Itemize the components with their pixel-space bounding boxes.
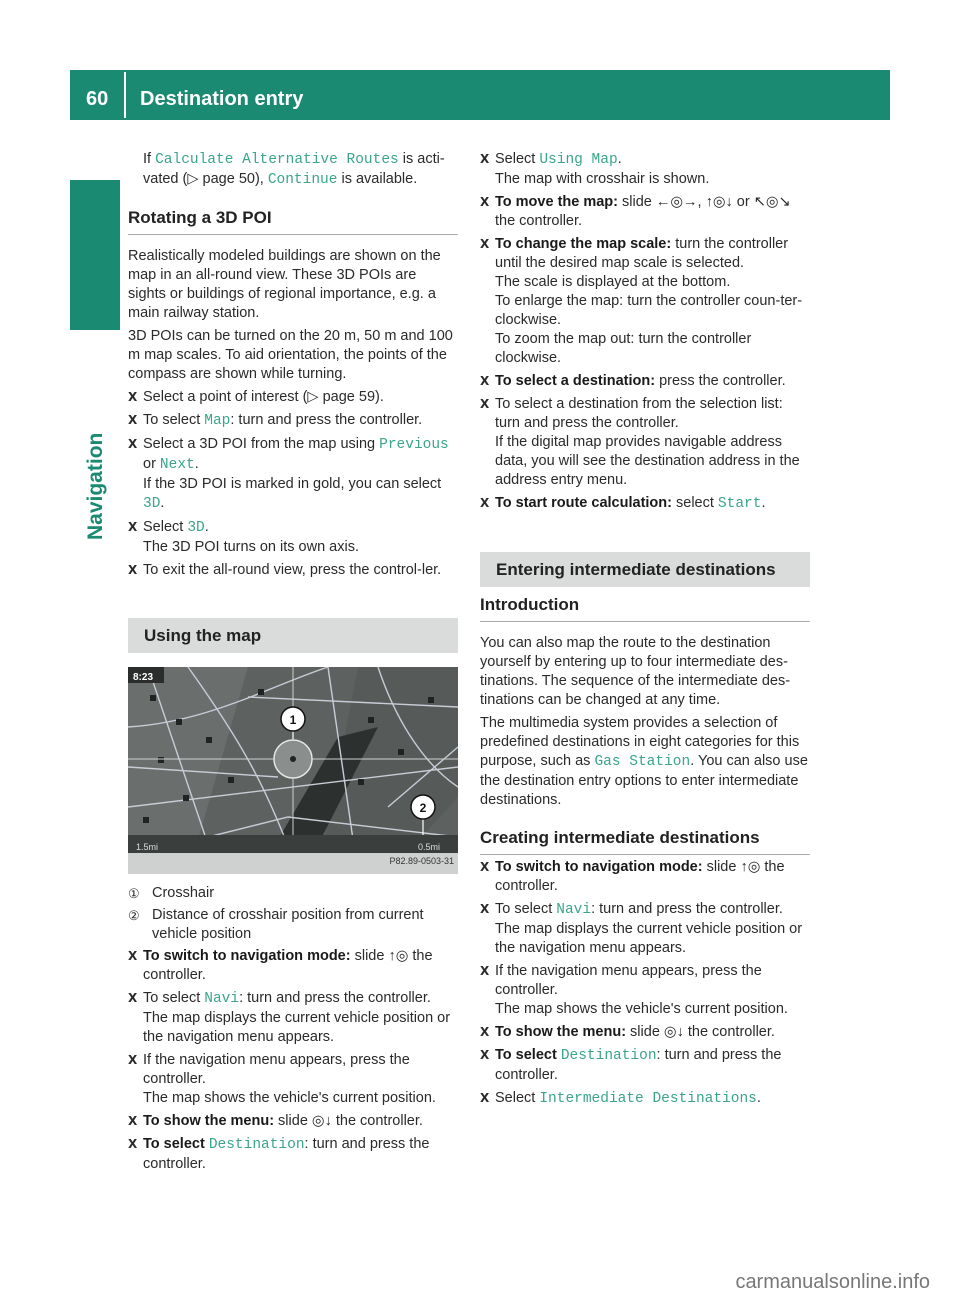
intro-paragraph: If Calculate Alternative Routes is acti-vated (▷ page 50), Continue is available.	[143, 151, 445, 188]
side-tab-label: Navigation	[84, 432, 107, 540]
map-marker-2: 2	[419, 801, 427, 815]
section-heading-creating: Creating intermediate destinations	[480, 828, 810, 855]
instruction-step: X To show the menu: slide ◎↓ the controller.	[128, 1112, 458, 1131]
paragraph: 3D POIs can be turned on the 20 m, 50 m and 100 m map scales. To aid orientation, the points of the compass are shown while turning.	[128, 328, 453, 382]
instruction-step: X To start route calculation: select Start.	[480, 494, 810, 514]
footer-watermark: carmanualsonline.info	[735, 1271, 930, 1293]
instruction-step: X To select a destination: press the controller.	[480, 372, 810, 391]
instruction-step: X To select a destination from the selection list: turn and press the controller. If the digital map provides navigable address data, you will see the destination address in the address entry menu.	[480, 395, 810, 490]
section-heading-introduction: Introduction	[480, 595, 810, 622]
instruction-step: X Select 3D. The 3D POI turns on its own axis.	[128, 518, 458, 557]
page-title: Destination entry	[140, 88, 304, 110]
instruction-step: X Select Intermediate Destinations.	[480, 1089, 810, 1109]
instruction-step: X To select Destination: turn and press the controller.	[128, 1135, 458, 1174]
legend-item: ① Crosshair	[128, 885, 215, 901]
paragraph: Realistically modeled buildings are shown on the map in an all-round view. These 3D POIs are sights or buildings of regional importance, e.g. a main railway station.	[128, 248, 441, 321]
section-bar-intermediate: Entering intermediate destinations	[480, 552, 810, 587]
header-divider	[124, 72, 126, 118]
map-graphic	[128, 667, 458, 874]
instruction-step: X If the navigation menu appears, press the controller. The map shows the vehicle's current position.	[480, 962, 810, 1019]
map-scale-right: 0.5mi	[418, 842, 441, 852]
section-bar-using-map: Using the map	[128, 618, 458, 653]
map-marker-1: 1	[289, 713, 297, 727]
instruction-step: X To show the menu: slide ◎↓ the controller.	[480, 1023, 810, 1042]
instruction-step: X To select Map: turn and press the controller.	[128, 411, 458, 431]
instruction-step: X Select Using Map. The map with crosshair is shown.	[480, 150, 810, 189]
paragraph: The multimedia system provides a selection of predefined destinations in eight categories for this purpose, such as Gas Station. You can also use the destination entry options to enter intermediate destinations.	[480, 715, 808, 808]
legend-item: ② Distance of crosshair position from current vehicle position	[128, 907, 424, 942]
map-screenshot	[128, 667, 458, 874]
map-scale-left: 1.5mi	[136, 842, 159, 852]
instruction-step: X To select Navi: turn and press the controller. The map displays the current vehicle position or the navigation menu appears.	[128, 989, 458, 1047]
instruction-step: X Select a point of interest (▷ page 59).	[128, 388, 458, 407]
instruction-step: X To switch to navigation mode: slide ↑◎ the controller.	[128, 947, 458, 985]
instruction-step: X To switch to navigation mode: slide ↑◎ the controller.	[480, 858, 810, 896]
map-clock: 8:23	[133, 672, 154, 683]
instruction-step: X To select Destination: turn and press the controller.	[480, 1046, 810, 1085]
instruction-step: X To exit the all-round view, press the control-ler.	[128, 561, 458, 580]
right-column	[480, 150, 810, 1113]
figure-reference: P82.89-0503-31	[389, 856, 454, 866]
instruction-step: X If the navigation menu appears, press the controller. The map shows the vehicle's current position.	[128, 1051, 458, 1108]
instruction-step: X To select Navi: turn and press the controller. The map displays the current vehicle position or the navigation menu appears.	[480, 900, 810, 958]
instruction-step: X To change the map scale: turn the controller until the desired map scale is selected. The scale is displayed at the bottom. To enlarge the map: turn the controller coun-ter-clockwise. To zoom the map out: turn the controller clockwise.	[480, 235, 810, 368]
page-number: 60	[86, 88, 109, 110]
left-column	[128, 150, 458, 1178]
paragraph: You can also map the route to the destination yourself by entering up to four intermediate des-tinations. The sequence of the intermediate des-tinations can be changed at any time.	[480, 635, 791, 708]
section-heading-rotating: Rotating a 3D POI	[128, 208, 458, 235]
instruction-step: X Select a 3D POI from the map using Previous or Next. If the 3D POI is marked in gold, you can select 3D.	[128, 435, 458, 514]
side-tab	[70, 180, 120, 330]
instruction-step: X To move the map: slide ←◎→, ↑◎↓ or ↖◎↘ the controller.	[480, 193, 810, 231]
